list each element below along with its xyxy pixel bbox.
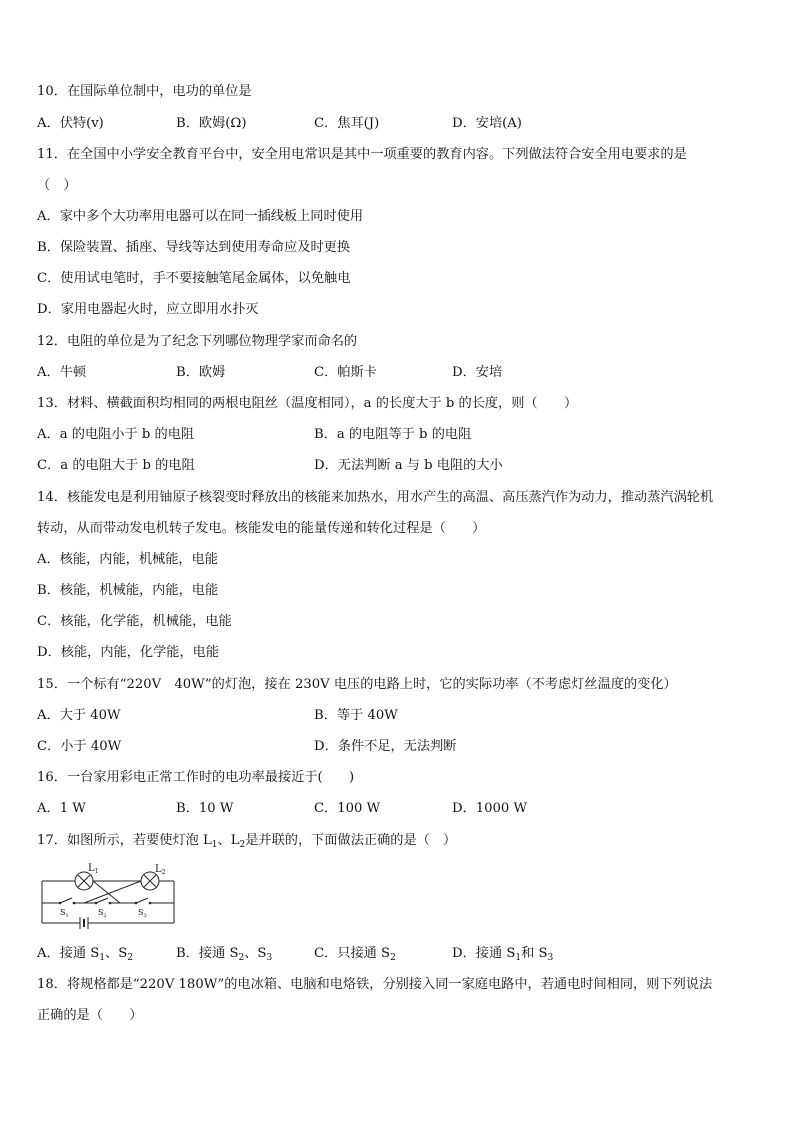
q14-stem: 14．核能发电是利用铀原子核裂变时释放出的核能来加热水，用水产生的高温、高压蒸汽作为动力，推动蒸汽涡轮机 <box>37 490 714 505</box>
q13-option-a: A．a 的电阻小于 b 的电阻 <box>37 427 195 442</box>
label-s1: $S_1$ <box>60 908 69 919</box>
q15-option-d: D．条件不足，无法判断 <box>314 739 457 754</box>
q14-option-a: A．核能，内能，机械能，电能 <box>37 552 218 567</box>
q18-stem-cont: 正确的是（ ） <box>37 1008 143 1023</box>
q17-option-c: C．只接通 $S_2$ <box>314 946 396 963</box>
label-l1: $L_1$ <box>88 863 99 875</box>
battery-icon <box>80 917 88 929</box>
q12-option-a: A．牛顿 <box>37 365 87 380</box>
q12-option-d: D．安培 <box>452 365 503 380</box>
q13-option-b: B．a 的电阻等于 b 的电阻 <box>314 427 472 442</box>
q15-options-row1 <box>37 708 757 724</box>
q17-stem: 17．如图所示，若要使灯泡 $L_1$、$L_2$是并联的，下面做法正确的是（ ） <box>37 833 457 850</box>
q16-option-a: A．1 W <box>37 801 86 816</box>
q10-option-d: D．安培(A) <box>452 116 522 131</box>
q14-option-d: D．核能，内能，化学能，电能 <box>37 645 220 660</box>
q12-options <box>37 365 757 381</box>
q10-option-a: A．伏特(v) <box>37 116 104 131</box>
q10-option-b: B．欧姆(Ω) <box>176 116 247 131</box>
q15-options-row2 <box>37 739 757 755</box>
q15-stem: 15．一个标有“220V 40W”的灯泡，接在 230V 电压的电路上时，它的实际功率（不考虑灯丝温度的变化） <box>37 677 677 692</box>
q16-options <box>37 801 757 817</box>
q14-stem-cont: 转动，从而带动发电机转子发电。核能发电的能量传递和转化过程是（ ） <box>37 521 486 536</box>
q13-option-c: C．a 的电阻大于 b 的电阻 <box>37 458 195 473</box>
circuit-diagram <box>38 863 178 931</box>
q17-options <box>37 946 757 962</box>
label-s2: $S_2$ <box>98 908 107 919</box>
q18-stem: 18．将规格都是“220V 180W”的电冰箱、电脑和电烙铁，分别接入同一家庭电路中，若通电时间相同，则下列说法 <box>37 977 713 992</box>
label-l2: $L_2$ <box>155 864 166 876</box>
lamp-l1-icon <box>75 872 93 890</box>
q10-stem: 10．在国际单位制中，电功的单位是 <box>37 84 252 99</box>
q11-option-b: B．保险装置、插座、导线等达到使用寿命应及时更换 <box>37 240 351 255</box>
q16-stem: 16．一台家用彩电正常工作时的电功率最接近于( ) <box>37 770 355 785</box>
q13-option-d: D．无法判断 a 与 b 电阻的大小 <box>314 458 503 473</box>
q13-options-row2 <box>37 458 757 474</box>
q15-option-c: C．小于 40W <box>37 739 122 754</box>
q13-options-row1 <box>37 427 757 443</box>
q17-option-a: A．接通 $S_1$、$S_2$ <box>37 946 134 963</box>
q12-option-c: C．帕斯卡 <box>314 365 377 380</box>
q11-option-a: A．家中多个大功率用电器可以在同一插线板上同时使用 <box>37 209 364 224</box>
q10-options <box>37 116 757 132</box>
q14-option-b: B．核能，机械能，内能，电能 <box>37 583 219 598</box>
q11-stem-cont: （ ） <box>37 178 77 193</box>
q17-option-b: B．接通 $S_2$、$S_3$ <box>176 946 273 963</box>
q13-stem: 13．材料、横截面积均相同的两根电阻丝（温度相同），a 的长度大于 b 的长度，则（ ） <box>37 396 578 411</box>
q11-option-c: C．使用试电笔时，手不要接触笔尾金属体，以免触电 <box>37 271 351 286</box>
q16-option-b: B．10 W <box>176 801 234 816</box>
q12-option-b: B．欧姆 <box>176 365 226 380</box>
label-s3: $S_3$ <box>138 908 147 919</box>
q11-option-d: D．家用电器起火时，应立即用水扑灭 <box>37 302 259 317</box>
q17-option-d: D．接通 $S_1$和 $S_3$ <box>452 946 554 963</box>
q16-option-d: D．1000 W <box>452 801 528 816</box>
q15-option-a: A．大于 40W <box>37 708 121 723</box>
q12-stem: 12．电阻的单位是为了纪念下列哪位物理学家而命名的 <box>37 334 358 349</box>
q15-option-b: B．等于 40W <box>314 708 398 723</box>
q14-option-c: C．核能，化学能，机械能，电能 <box>37 614 232 629</box>
q10-option-c: C．焦耳(J) <box>314 116 380 131</box>
q16-option-c: C．100 W <box>314 801 381 816</box>
q11-stem: 11．在全国中小学安全教育平台中，安全用电常识是其中一项重要的教育内容。下列做法符合安全用电要求的是 <box>37 147 687 162</box>
